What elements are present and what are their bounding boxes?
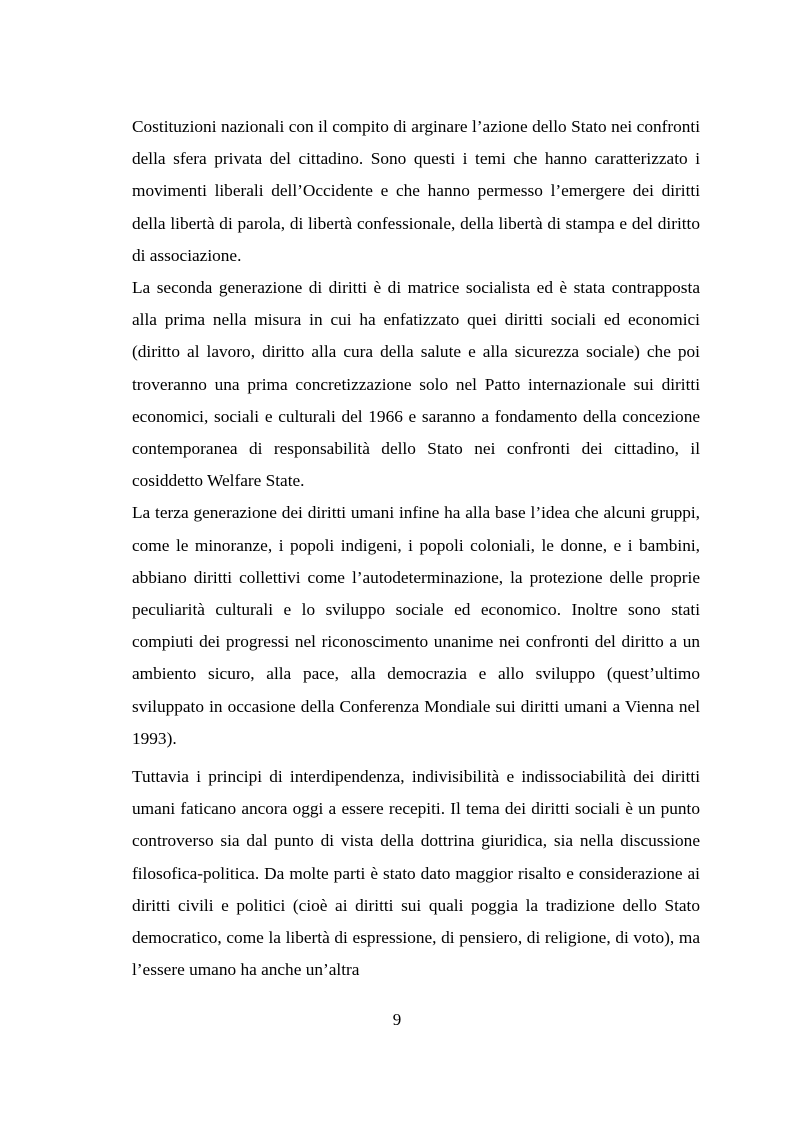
paragraph-third-generation: La terza generazione dei diritti umani infine ha alla base l’idea che alcuni gruppi, come le minoranze, i popoli indigeni, i popoli coloniali, le donne, e i bambini, abbiano diritti collettivi come l’autodeterminazione, la protezione delle proprie peculiarità culturali e lo sviluppo sociale ed economico. Inoltre sono stati compiuti dei progressi nel riconoscimento unanime nei confronti del diritto a un ambiento sicuro, alla pace, alla democrazia e allo sviluppo (quest’ultimo sviluppato in occasione della Conferenza Mondiale sui diritti umani a Vienna nel 1993).	[132, 503, 700, 748]
page-number: 9	[392, 1010, 402, 1029]
paragraph-interdependence: Tuttavia i principi di interdipendenza, indivisibilità e indissociabilità dei diritti umani faticano ancora oggi a essere recepiti. Il tema dei diritti sociali è un punto controverso sia dal punto di vista della dottrina giuridica, sia nella discussione filosofica-politica. Da molte parti è stato dato maggior risalto e considerazione ai diritti civili e politici (cioè ai diritti sui quali poggia la tradizione dello Stato democratico, come la libertà di espressione, di pensiero, di religione, di voto), ma l’essere umano ha anche un’altra	[132, 767, 700, 980]
body-text	[132, 111, 700, 986]
paragraph-liberal-rights: Costituzioni nazionali con il compito di arginare l’azione dello Stato nei confronti della sfera privata del cittadino. Sono questi i temi che hanno caratterizzato i movimenti liberali dell’Occidente e che hanno permesso l’emergere dei diritti della libertà di parola, di libertà confessionale, della libertà di stampa e del diritto di associazione.	[132, 117, 700, 265]
paragraph-second-generation: La seconda generazione di diritti è di matrice socialista ed è stata contrapposta alla prima nella misura in cui ha enfatizzato quei diritti sociali ed economici (diritto al lavoro, diritto alla cura della salute e alla sicurezza sociale) che poi troveranno una prima concretizzazione solo nel Patto internazionale sui diritti economici, sociali e culturali del 1966 e saranno a fondamento della concezione contemporanea di responsabilità dello Stato nei confronti dei cittadino, il cosiddetto Welfare State.	[132, 278, 700, 491]
